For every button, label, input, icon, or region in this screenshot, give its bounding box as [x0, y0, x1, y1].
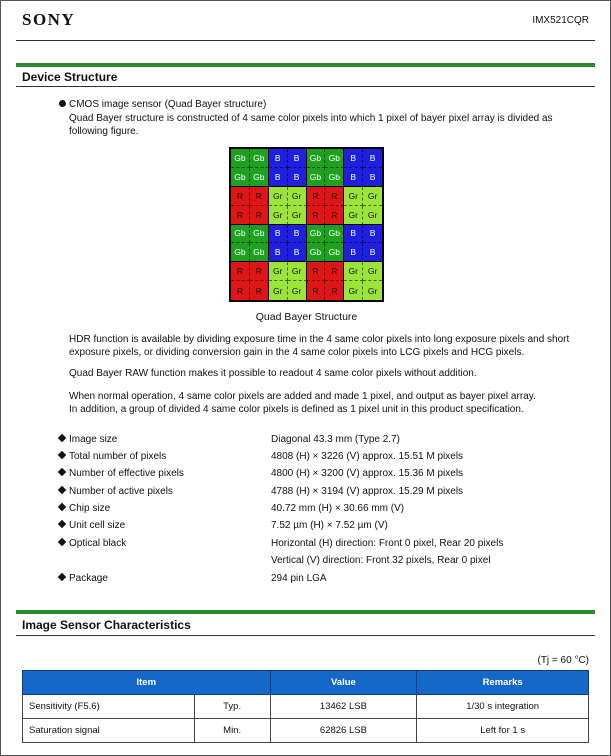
- pixel-gr: Gr: [269, 262, 288, 281]
- column-header-value: Value: [270, 671, 417, 695]
- section-underline: [16, 86, 595, 87]
- normal-text-1: When normal operation, 4 same color pixels are added and made 1 pixel, and output as bayer pixel array.: [69, 391, 536, 402]
- intro-text-2: following figure.: [69, 126, 139, 137]
- cell-remarks: 1/30 s integration: [417, 695, 589, 719]
- pixel-b: B: [269, 243, 288, 262]
- spec-label-chip-size: Chip size: [59, 503, 110, 514]
- spec-value-image-size: Diagonal 43.3 mm (Type 2.7): [271, 434, 400, 445]
- pixel-gb: Gb: [307, 149, 326, 168]
- pixel-gb: Gb: [250, 243, 269, 262]
- spec-label-total-pixels: Total number of pixels: [59, 451, 166, 462]
- pixel-b: B: [363, 149, 382, 168]
- raw-text: Quad Bayer RAW function makes it possible to readout 4 same color pixels without addition.: [69, 368, 477, 379]
- pixel-b: B: [288, 243, 307, 262]
- pixel-r: R: [250, 206, 269, 225]
- characteristics-table: [22, 670, 589, 743]
- pixel-b: B: [344, 243, 363, 262]
- pixel-gb: Gb: [231, 149, 250, 168]
- pixel-gb: Gb: [231, 243, 250, 262]
- pixel-gb: Gb: [250, 149, 269, 168]
- diamond-bullet-icon: [58, 520, 66, 528]
- spec-value-unit-cell: 7.52 µm (H) × 7.52 µm (V): [271, 520, 388, 531]
- spec-label-active-pixels: Number of active pixels: [59, 486, 173, 497]
- pixel-gb: Gb: [325, 225, 344, 244]
- quad-bayer-pixel-array: [229, 147, 384, 302]
- pixel-r: R: [307, 262, 326, 281]
- spec-value-effective-pixels: 4800 (H) × 3200 (V) approx. 15.36 M pixels: [271, 468, 464, 479]
- pixel-b: B: [363, 225, 382, 244]
- pixel-r: R: [325, 281, 344, 300]
- cell-value: 62826 LSB: [270, 719, 417, 743]
- hdr-text-1: HDR function is available by dividing exposure time in the 4 same color pixels into long exposure pixels and short: [69, 334, 570, 345]
- section-title-device-structure: Device Structure: [22, 70, 118, 84]
- pixel-gb: Gb: [325, 149, 344, 168]
- spec-label-package: Package: [59, 573, 108, 584]
- cell-type: Min.: [194, 719, 270, 743]
- pixel-gr: Gr: [363, 281, 382, 300]
- pixel-b: B: [288, 225, 307, 244]
- spec-label-effective-pixels: Number of effective pixels: [59, 468, 184, 479]
- cell-item: Saturation signal: [23, 719, 195, 743]
- intro-text-1: Quad Bayer structure is constructed of 4 same color pixels into which 1 pixel of bayer pixel array is divided as: [69, 113, 553, 124]
- pixel-gr: Gr: [269, 206, 288, 225]
- pixel-b: B: [363, 168, 382, 187]
- pixel-gr: Gr: [344, 206, 363, 225]
- table-row: [23, 719, 589, 743]
- pixel-b: B: [363, 243, 382, 262]
- bullet-dot-icon: [59, 100, 66, 107]
- diamond-bullet-icon: [58, 434, 66, 442]
- pixel-gr: Gr: [269, 281, 288, 300]
- section-bar-device-structure: [16, 63, 595, 67]
- section-underline: [16, 635, 595, 636]
- pixel-b: B: [288, 168, 307, 187]
- pixel-gr: Gr: [344, 281, 363, 300]
- pixel-gb: Gb: [307, 168, 326, 187]
- pixel-r: R: [250, 187, 269, 206]
- column-header-remarks: Remarks: [417, 671, 589, 695]
- pixel-r: R: [307, 281, 326, 300]
- pixel-b: B: [344, 225, 363, 244]
- section-bar-characteristics: [16, 610, 595, 614]
- cell-item: Sensitivity (F5.6): [23, 695, 195, 719]
- pixel-b: B: [269, 168, 288, 187]
- spec-value-package: 294 pin LGA: [271, 573, 327, 584]
- pixel-b: B: [269, 149, 288, 168]
- pixel-gr: Gr: [269, 187, 288, 206]
- hdr-text-2: exposure pixels, or dividing conversion gain in the 4 same color pixels into LCG pixels and HCG pixels.: [69, 347, 525, 358]
- pixel-b: B: [344, 149, 363, 168]
- pixel-r: R: [307, 206, 326, 225]
- pixel-gr: Gr: [363, 187, 382, 206]
- section-title-characteristics: Image Sensor Characteristics: [22, 618, 191, 632]
- pixel-gb: Gb: [250, 168, 269, 187]
- normal-text-2: In addition, a group of divided 4 same color pixels is defined as 1 pixel unit in this product specification.: [69, 404, 524, 415]
- spec-value-optical-black-v: Vertical (V) direction: Front 32 pixels, Rear 0 pixel: [271, 555, 491, 566]
- spec-value-total-pixels: 4808 (H) × 3226 (V) approx. 15.51 M pixels: [271, 451, 464, 462]
- pixel-gb: Gb: [325, 243, 344, 262]
- diamond-bullet-icon: [58, 503, 66, 511]
- pixel-r: R: [231, 281, 250, 300]
- pixel-r: R: [307, 187, 326, 206]
- pixel-r: R: [325, 187, 344, 206]
- table-header-row: [23, 671, 589, 695]
- pixel-gb: Gb: [231, 225, 250, 244]
- model-number: IMX521CQR: [532, 15, 589, 26]
- pixel-gb: Gb: [250, 225, 269, 244]
- diamond-bullet-icon: [58, 451, 66, 459]
- temperature-condition: (Tj = 60 °C): [537, 655, 589, 666]
- cell-value: 13462 LSB: [270, 695, 417, 719]
- pixel-b: B: [344, 168, 363, 187]
- spec-label-optical-black: Optical black: [59, 538, 126, 549]
- diamond-bullet-icon: [58, 468, 66, 476]
- pixel-gb: Gb: [307, 225, 326, 244]
- pixel-r: R: [231, 206, 250, 225]
- pixel-gr: Gr: [288, 187, 307, 206]
- header-divider: [16, 40, 595, 41]
- pixel-gr: Gr: [363, 262, 382, 281]
- pixel-gb: Gb: [231, 168, 250, 187]
- diamond-bullet-icon: [58, 538, 66, 546]
- pixel-gb: Gb: [307, 243, 326, 262]
- brand-logo: SONY: [22, 10, 76, 29]
- pixel-b: B: [269, 225, 288, 244]
- spec-value-active-pixels: 4788 (H) × 3194 (V) approx. 15.29 M pixels: [271, 486, 464, 497]
- pixel-gr: Gr: [288, 281, 307, 300]
- pixel-r: R: [231, 262, 250, 281]
- pixel-b: B: [288, 149, 307, 168]
- spec-label-image-size: Image size: [59, 434, 117, 445]
- spec-value-optical-black-h: Horizontal (H) direction: Front 0 pixel, Rear 20 pixels: [271, 538, 504, 549]
- pixel-r: R: [325, 262, 344, 281]
- pixel-gb: Gb: [325, 168, 344, 187]
- pixel-gr: Gr: [363, 206, 382, 225]
- pixel-gr: Gr: [288, 206, 307, 225]
- figure-caption: Quad Bayer Structure: [255, 311, 358, 323]
- pixel-r: R: [231, 187, 250, 206]
- pixel-r: R: [250, 262, 269, 281]
- cell-type: Typ.: [194, 695, 270, 719]
- pixel-gr: Gr: [344, 187, 363, 206]
- pixel-gr: Gr: [344, 262, 363, 281]
- pixel-r: R: [250, 281, 269, 300]
- diamond-bullet-icon: [58, 486, 66, 494]
- table-row: [23, 695, 589, 719]
- pixel-r: R: [325, 206, 344, 225]
- intro-heading: CMOS image sensor (Quad Bayer structure): [59, 98, 266, 111]
- spec-label-unit-cell: Unit cell size: [59, 520, 125, 531]
- spec-value-chip-size: 40.72 mm (H) × 30.66 mm (V): [271, 503, 405, 514]
- pixel-gr: Gr: [288, 262, 307, 281]
- diamond-bullet-icon: [58, 573, 66, 581]
- cell-remarks: Left for 1 s: [417, 719, 589, 743]
- column-header-item: Item: [23, 671, 271, 695]
